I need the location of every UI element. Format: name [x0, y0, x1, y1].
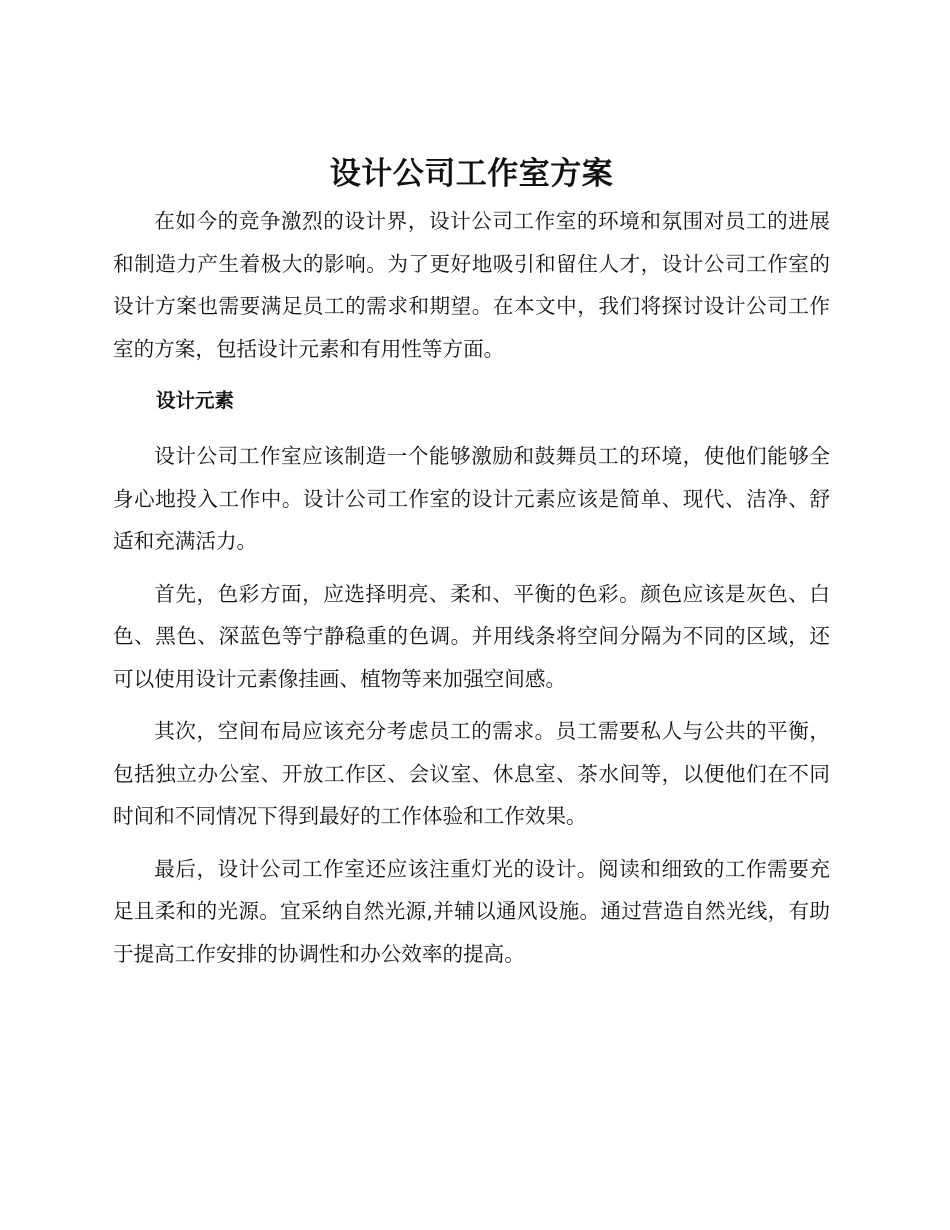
body-paragraph-1: 设计公司工作室应该制造一个能够激励和鼓舞员工的环境，使他们能够全身心地投入工作中。设计公司工作室的设计元素应该是简单、现代、洁净、舒适和充满活力。 [113, 444, 830, 553]
intro-paragraph: 在如今的竞争激烈的设计界，设计公司工作室的环境和氛围对员工的进展和制造力产生着极大的影响。为了更好地吸引和留住人才，设计公司工作室的设计方案也需要满足员工的需求和期望。在本文中，我们将探讨设计公司工作室的方案，包括设计元素和有用性等方面。 [113, 209, 830, 361]
document-title: 设计公司工作室方案 [329, 156, 614, 192]
section-heading: 设计元素 [156, 389, 235, 412]
document-body [113, 148, 830, 975]
body-paragraph-4: 最后，设计公司工作室还应该注重灯光的设计。阅读和细致的工作需要充足且柔和的光源。宜采纳自然光源,并辅以通风设施。通过营造自然光线，有助于提高工作安排的协调性和办公效率的提高。 [113, 856, 830, 966]
body-paragraph-2: 首先，色彩方面，应选择明亮、柔和、平衡的色彩。颜色应该是灰色、白色、黑色、深蓝色等宁静稳重的色调。并用线条将空间分隔为不同的区域，还可以使用设计元素像挂画、植物等来加强空间感。 [113, 581, 830, 691]
body-paragraph-3: 其次，空间布局应该充分考虑员工的需求。员工需要私人与公共的平衡，包括独立办公室、开放工作区、会议室、休息室、茶水间等，以便他们在不同时间和不同情况下得到最好的工作体验和工作效果。 [113, 719, 830, 828]
